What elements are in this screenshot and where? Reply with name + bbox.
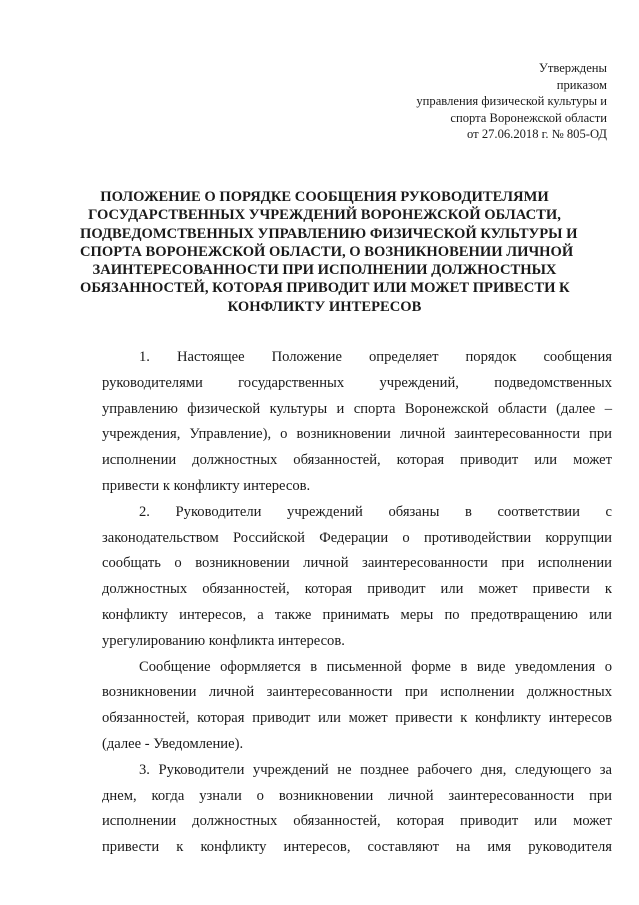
paragraph-line: законодательством Российской Федерации о противодействии коррупции — [102, 529, 612, 546]
approval-stamp — [416, 60, 607, 143]
paragraph-line: управлению физической культуры и спорта Воронежской области (далее – — [102, 400, 612, 417]
title-line: ПОЛОЖЕНИЕ О ПОРЯДКЕ СООБЩЕНИЯ РУКОВОДИТЕЛЯМИ — [100, 189, 549, 205]
paragraph-line: Сообщение оформляется в письменной форме в виде уведомления о — [139, 658, 612, 675]
paragraph-line: исполнении должностных обязанностей, которая приводит или может — [102, 813, 612, 830]
paragraph-line: сообщать о возникновении личной заинтересованности при исполнении — [102, 555, 612, 572]
paragraph-line: 3. Руководители учреждений не позднее рабочего дня, следующего за — [139, 761, 612, 778]
paragraph-line: днем, когда узнали о возникновении личной заинтересованности при — [102, 787, 612, 804]
paragraph-3 — [102, 655, 612, 758]
paragraph-line: привести к конфликту интересов, составляют на имя руководителя — [102, 839, 612, 856]
approval-line: Утверждены — [538, 61, 607, 75]
paragraph-line: урегулированию конфликта интересов. — [102, 632, 345, 649]
paragraph-line: руководителями государственных учреждений, подведомственных — [102, 374, 612, 391]
paragraph-line: должностных обязанностей, которая приводит или может привести к — [102, 581, 612, 598]
paragraph-line: 2. Руководители учреждений обязаны в соответствии с — [139, 503, 612, 520]
paragraph-line: обязанностей, которая приводит или может привести к конфликту интересов — [102, 710, 612, 727]
paragraph-line: (далее - Уведомление). — [102, 735, 244, 752]
approval-line: от 27.06.2018 г. № 805-ОД — [467, 127, 607, 142]
paragraph-line: 1. Настоящее Положение определяет порядок сообщения — [139, 349, 612, 365]
paragraph-4 — [102, 758, 612, 861]
title-line: ГОСУДАРСТВЕННЫХ УЧРЕЖДЕНИЙ ВОРОНЕЖСКОЙ ОБЛАСТИ, — [88, 207, 561, 224]
title-line: ЗАИНТЕРЕСОВАННОСТИ ПРИ ИСПОЛНЕНИИ ДОЛЖНОСТНЫХ — [92, 262, 557, 279]
title-line: СПОРТА ВОРОНЕЖСКОЙ ОБЛАСТИ, О ВОЗНИКНОВЕНИИ ЛИЧНОЙ — [80, 243, 574, 260]
approval-line: приказом — [556, 77, 607, 92]
paragraph-line: возникновении личной заинтересованности при исполнении должностных — [102, 684, 612, 701]
paragraph-line: учреждения, Управление), о возникновении личной заинтересованности при — [102, 426, 612, 443]
title-line: ПОДВЕДОМСТВЕННЫХ УПРАВЛЕНИЮ ФИЗИЧЕСКОЙ КУЛЬТУРЫ И — [80, 225, 578, 242]
paragraph-line: конфликту интересов, а также принимать меры по предотвращению или — [102, 606, 612, 623]
document-title — [80, 188, 578, 316]
paragraph-2 — [102, 500, 612, 655]
paragraph-line: исполнении должностных обязанностей, которая приводит или может — [102, 452, 612, 469]
document-body — [102, 345, 612, 861]
title-line: КОНФЛИКТУ ИНТЕРЕСОВ — [227, 298, 422, 315]
paragraph-1 — [102, 345, 612, 500]
paragraph-line: привести к конфликту интересов. — [102, 477, 311, 494]
approval-line: спорта Воронежской области — [450, 110, 607, 125]
title-line: ОБЯЗАННОСТЕЙ, КОТОРАЯ ПРИВОДИТ ИЛИ МОЖЕТ ПРИВЕСТИ К — [80, 280, 570, 297]
approval-line: управления физической культуры и — [416, 94, 607, 109]
